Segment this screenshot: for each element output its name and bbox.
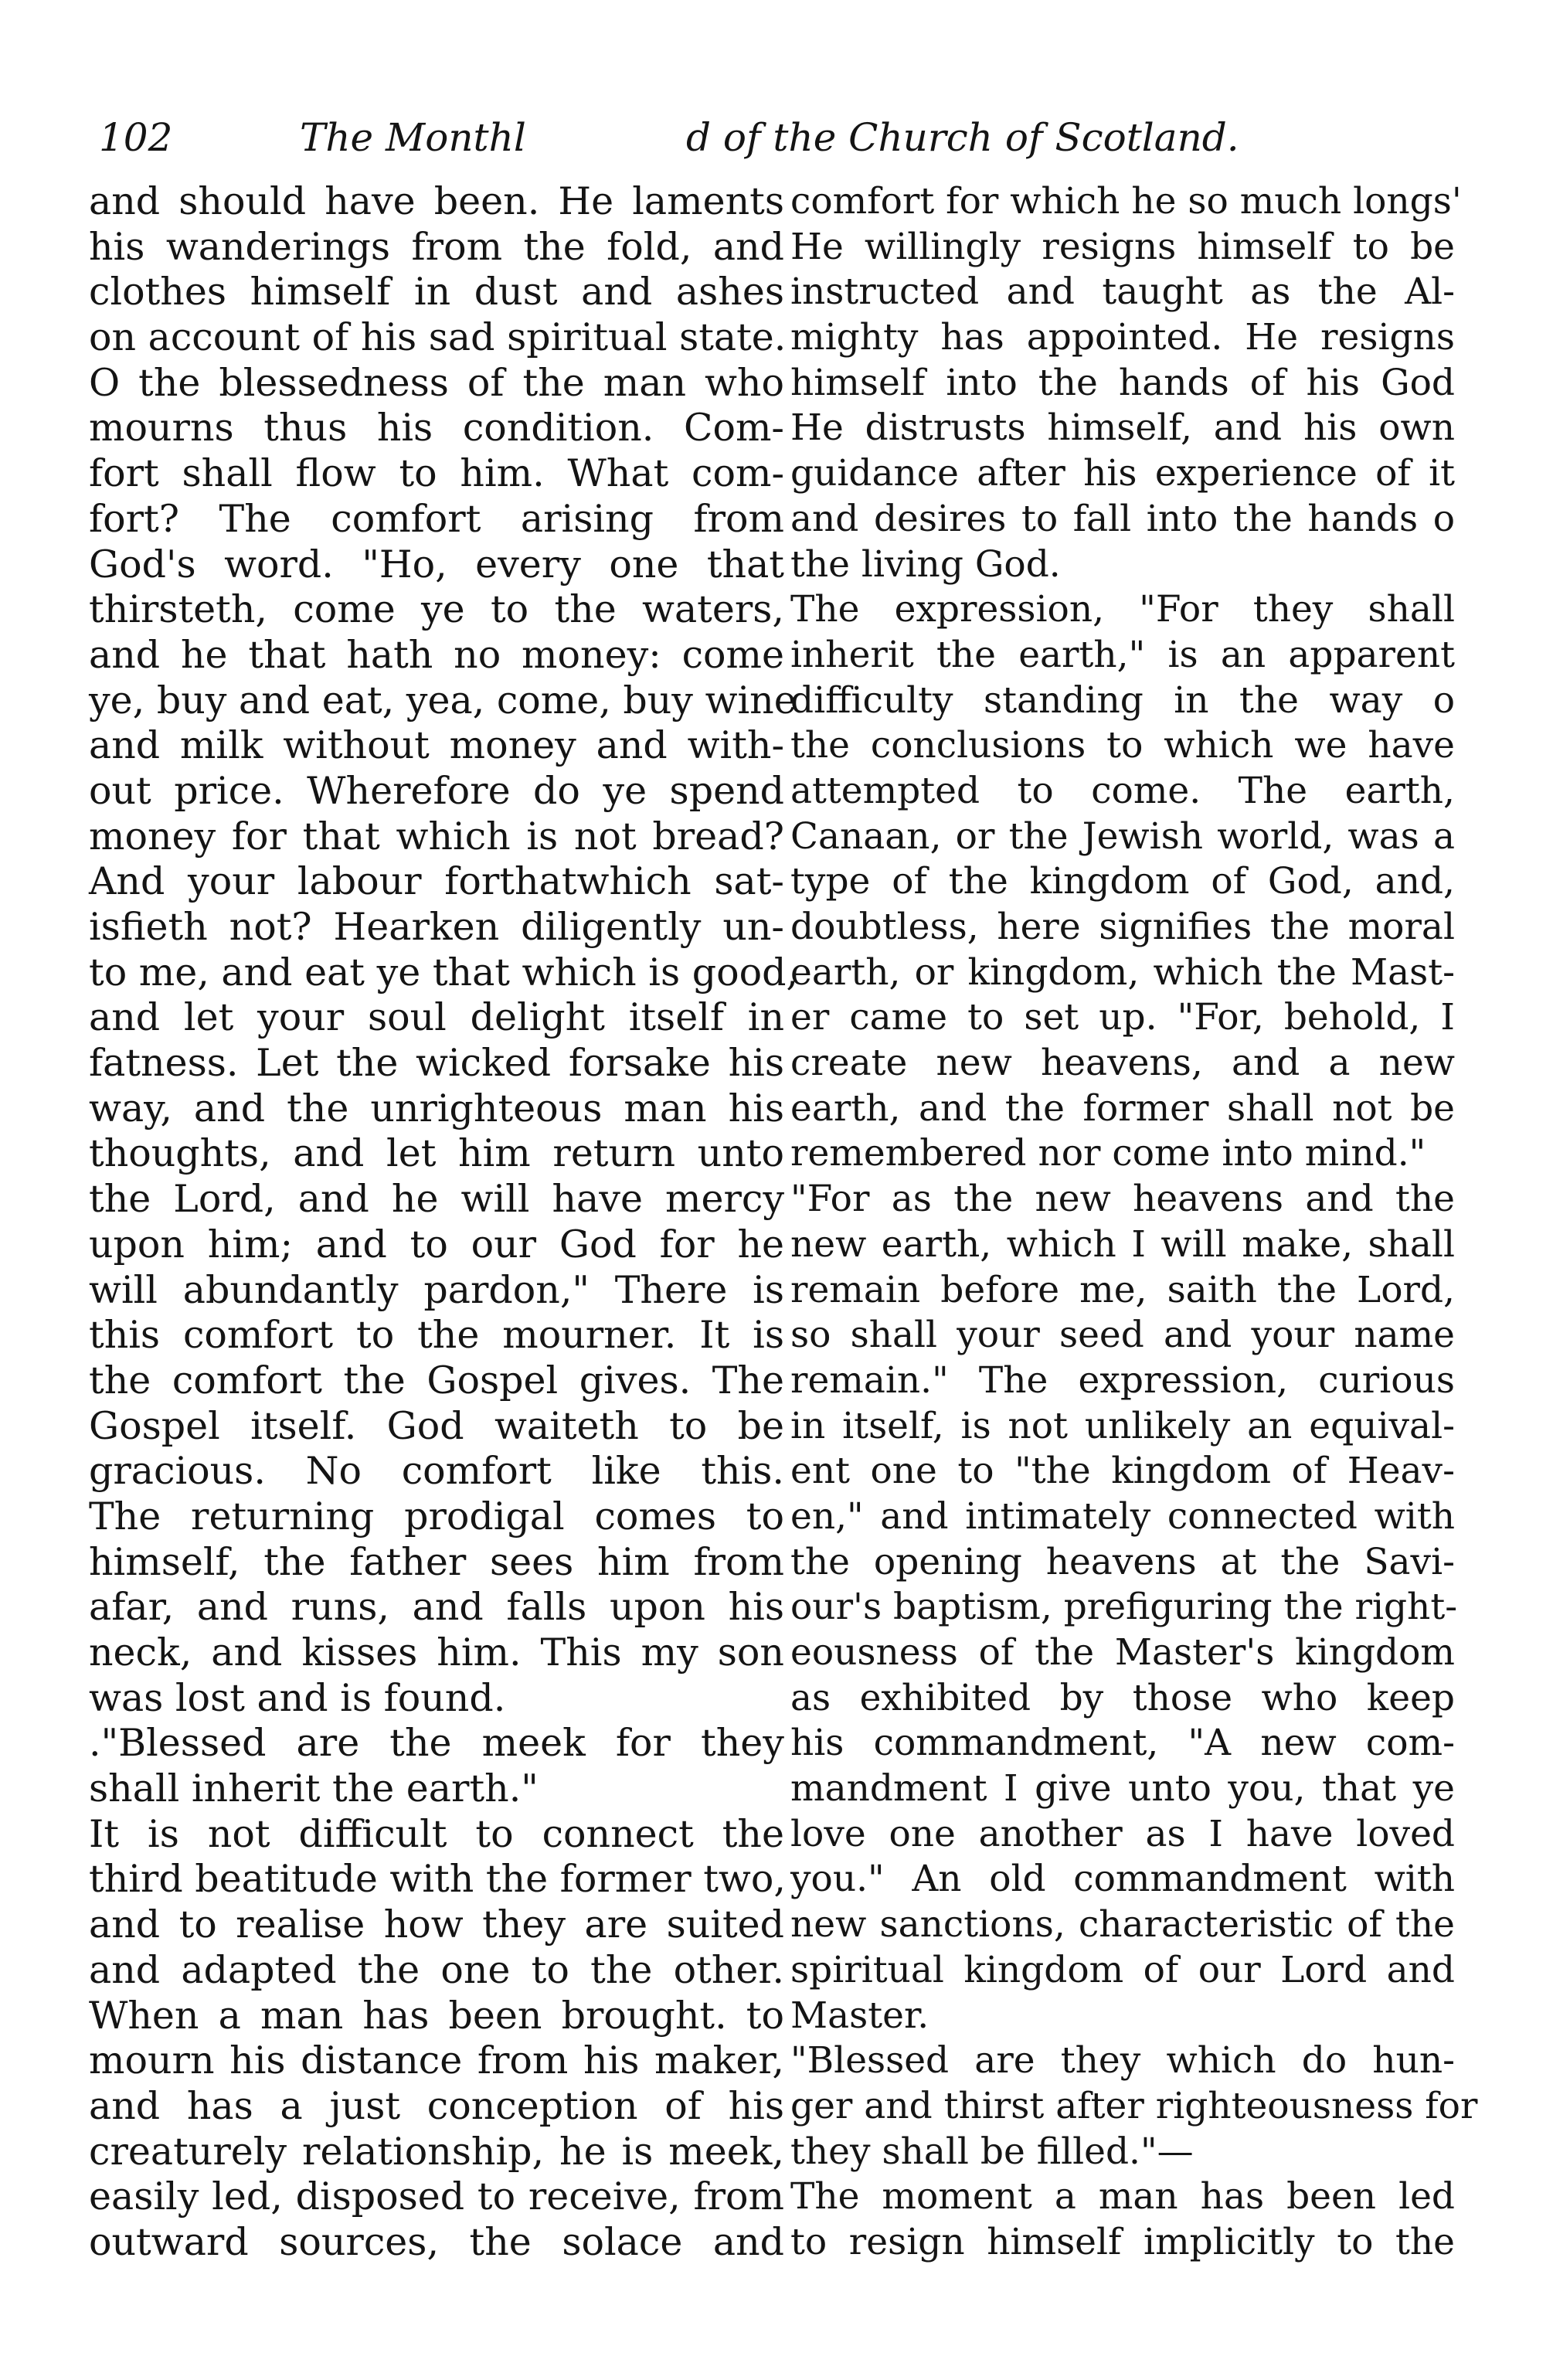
text-line: spiritual kingdom of our Lord and — [790, 1948, 1455, 1991]
text-line: way, and the unrighteous man his — [89, 1086, 784, 1130]
text-line: himself into the hands of his God — [790, 361, 1455, 404]
text-line: eousness of the Master's kingdom — [790, 1631, 1455, 1674]
text-line: creaturely relationship, he is meek, — [89, 2129, 784, 2174]
running-title-part-1: The Monthl — [300, 115, 526, 160]
text-line: his commandment, "A new com- — [790, 1722, 1455, 1765]
text-line: out price. Wherefore do ye spend — [89, 768, 784, 813]
text-line: the Lord, and he will have mercy — [89, 1177, 784, 1222]
text-line: en," and intimately connected with — [790, 1494, 1455, 1538]
text-line: remain before me, saith the Lord, — [790, 1268, 1455, 1311]
text-line: remembered nor come into mind." — [790, 1132, 1426, 1175]
text-line: his wanderings from the fold, and — [89, 224, 784, 269]
text-line: fort? The comfort arising from — [89, 496, 784, 541]
text-line: attempted to come. The earth, — [790, 769, 1455, 812]
text-line: "For as the new heavens and the — [790, 1178, 1455, 1221]
running-title-part-2: d of the Church of Scotland. — [686, 115, 1239, 160]
text-line: doubtless, here signifies the moral — [790, 906, 1455, 948]
text-line: instructed and taught as the Al- — [790, 270, 1455, 314]
text-line: easily led, disposed to receive, from — [89, 2174, 784, 2219]
text-line: earth, and the former shall not be — [790, 1086, 1455, 1130]
text-line: Canaan, or the Jewish world, was a — [790, 814, 1455, 858]
text-line: He willingly resigns himself to be — [790, 225, 1455, 268]
text-line: He distrusts himself, and his own — [790, 406, 1455, 450]
text-line: upon him; and to our God for he — [89, 1222, 784, 1266]
text-line: they shall be filled."— — [790, 2130, 1194, 2173]
text-line: ."Blessed are the meek for they — [89, 1721, 784, 1766]
text-line: type of the kingdom of God, and, — [790, 860, 1455, 903]
text-line: our's baptism, prefiguring the right- — [790, 1586, 1458, 1629]
text-line: and to realise how they are suited — [89, 1902, 784, 1947]
text-line: was lost and is found. — [89, 1675, 506, 1720]
text-line: And your labour forthatwhich sat- — [89, 859, 784, 904]
text-line: thoughts, and let him return unto — [89, 1131, 784, 1176]
text-line: mighty has appointed. He resigns — [790, 316, 1455, 359]
text-line: clothes himself in dust and ashes — [89, 270, 784, 314]
text-line: and adapted the one to the other. — [89, 1947, 784, 1992]
text-line: in itself, is not unlikely an equival- — [790, 1404, 1455, 1447]
text-line: on account of his sad spiritual state. — [89, 315, 787, 360]
text-line: the conclusions to which we have — [790, 724, 1455, 767]
text-line: Master. — [790, 1994, 929, 2037]
text-line: create new heavens, and a new — [790, 1042, 1455, 1085]
text-line: and he that hath no money: come — [89, 632, 784, 677]
text-line: remain." The expression, curious — [790, 1358, 1455, 1402]
text-line: love one another as I have loved — [790, 1812, 1455, 1855]
text-line: will abundantly pardon," There is — [89, 1267, 784, 1312]
text-line: new sanctions, characteristic of the — [790, 1903, 1455, 1946]
text-line: ent one to "the kingdom of Heav- — [790, 1450, 1455, 1493]
text-line: isfieth not? Hearken diligently un- — [89, 905, 784, 949]
text-line: Gospel itself. God waiteth to be — [89, 1403, 784, 1448]
text-line: afar, and runs, and falls upon his — [89, 1585, 784, 1630]
text-line: earth, or kingdom, which the Mast- — [790, 950, 1455, 994]
text-line: comfort for which he so much longs' — [790, 180, 1462, 223]
text-line: gracious. No comfort like this. — [89, 1449, 784, 1494]
text-line: fort shall flow to him. What com- — [89, 451, 784, 496]
text-line: himself, the father sees him from — [89, 1539, 784, 1584]
text-line: and should have been. He laments — [89, 179, 784, 223]
text-line: and desires to fall into the hands o — [790, 497, 1455, 540]
text-line: er came to set up. "For, behold, I — [790, 996, 1455, 1039]
text-line: this comfort to the mourner. It is — [89, 1313, 784, 1358]
text-line: guidance after his experience of it — [790, 452, 1455, 495]
text-line: neck, and kisses him. This my son — [89, 1630, 784, 1674]
text-line: the opening heavens at the Savi- — [790, 1540, 1455, 1583]
text-line: The expression, "For they shall — [790, 588, 1455, 631]
text-line: difficulty standing in the way o — [790, 678, 1455, 722]
text-line: to me, and eat ye that which is good, — [89, 950, 799, 994]
text-line: mourns thus his condition. Com- — [89, 406, 784, 450]
text-line: inherit the earth," is an apparent — [790, 633, 1455, 676]
text-line: so shall your seed and your name — [790, 1314, 1455, 1357]
text-line: mourn his distance from his maker, — [89, 2038, 784, 2083]
text-line: and has a just conception of his — [89, 2083, 784, 2128]
text-line: to resign himself implicitly to the — [790, 2220, 1455, 2263]
text-line: you." An old commandment with — [790, 1858, 1455, 1901]
text-line: the comfort the Gospel gives. The — [89, 1358, 784, 1402]
text-line: fatness. Let the wicked forsake his — [89, 1041, 784, 1086]
text-line: third beatitude with the former two, — [89, 1857, 786, 1902]
page-number: 102 — [99, 115, 173, 160]
text-line: "Blessed are they which do hun- — [790, 2039, 1455, 2082]
text-line: ye, buy and eat, yea, come, buy wine — [89, 678, 797, 722]
text-line: as exhibited by those who keep — [790, 1676, 1455, 1719]
text-line: and milk without money and with- — [89, 723, 784, 768]
running-header — [99, 107, 1304, 168]
text-line: new earth, which I will make, shall — [790, 1222, 1455, 1266]
text-line: The returning prodigal comes to — [89, 1494, 784, 1538]
right-text-column — [790, 179, 1478, 2266]
text-line: God's word. "Ho, every one that — [89, 542, 784, 586]
text-line: The moment a man has been led — [790, 2175, 1455, 2218]
text-line: shall inherit the earth." — [89, 1766, 539, 1811]
text-line: outward sources, the solace and — [89, 2219, 784, 2264]
text-line: the living God. — [790, 542, 1061, 586]
text-line: and let your soul delight itself in — [89, 995, 784, 1040]
text-line: When a man has been brought. to — [89, 1993, 784, 2038]
text-line: O the blessedness of the man who — [89, 360, 784, 405]
text-line: thirsteth, come ye to the waters, — [89, 587, 784, 632]
left-text-column — [89, 179, 799, 2266]
text-line: ger and thirst after righteousness for — [790, 2084, 1478, 2127]
text-line: money for that which is not bread? — [89, 814, 784, 858]
text-line: mandment I give unto you, that ye — [790, 1767, 1455, 1810]
text-line: It is not difficult to connect the — [89, 1811, 784, 1856]
